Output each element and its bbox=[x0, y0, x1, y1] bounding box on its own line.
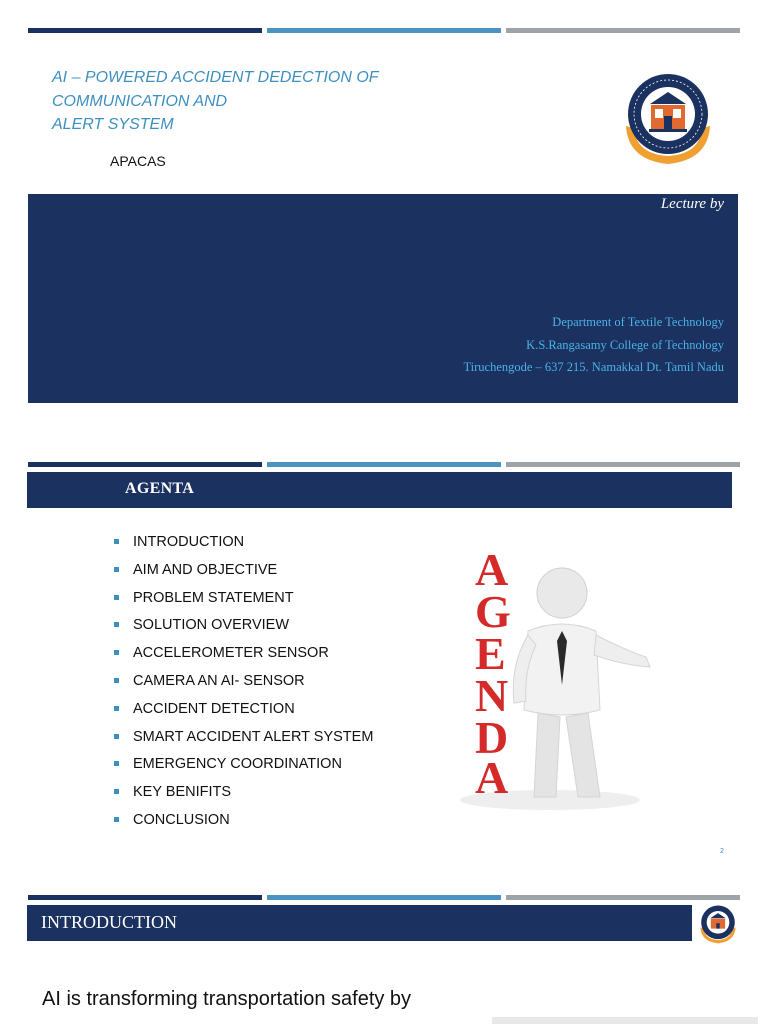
bullet-icon bbox=[114, 539, 119, 544]
accent-bar-gray bbox=[506, 895, 740, 900]
slide-agenda bbox=[0, 440, 768, 870]
agenda-3d-man-icon bbox=[410, 535, 670, 815]
slide-title bbox=[0, 0, 768, 440]
agenda-item-label: SOLUTION OVERVIEW bbox=[133, 617, 290, 634]
agenda-header-bar bbox=[27, 472, 732, 508]
accent-bar-blue bbox=[267, 895, 501, 900]
agenda-item bbox=[113, 752, 373, 780]
bullet-icon bbox=[114, 622, 119, 627]
agenda-item bbox=[113, 641, 373, 669]
bullet-icon bbox=[114, 567, 119, 572]
agenda-item-label: SMART ACCIDENT ALERT SYSTEM bbox=[133, 728, 374, 745]
agenda-item bbox=[113, 586, 373, 614]
agenda-item bbox=[113, 613, 373, 641]
agenda-item-label: CAMERA AN AI- SENSOR bbox=[133, 672, 305, 689]
college-emblem-icon bbox=[618, 68, 718, 168]
top-accent-bars bbox=[28, 462, 740, 468]
svg-text:G: G bbox=[475, 586, 511, 637]
agenda-item bbox=[113, 725, 373, 753]
agenda-item-label: ACCIDENT DETECTION bbox=[133, 700, 295, 717]
svg-text:E: E bbox=[475, 628, 506, 679]
department-line-3: Tiruchengode – 637 215. Namakkal Dt. Tamil Nadu bbox=[463, 360, 724, 374]
svg-text:N: N bbox=[475, 670, 509, 721]
accent-bar-navy bbox=[28, 462, 262, 467]
accent-bar-gray bbox=[506, 462, 740, 467]
agenda-item-label: ACCELEROMETER SENSOR bbox=[133, 645, 329, 662]
agenda-item bbox=[113, 530, 373, 558]
agenda-item-label: INTRODUCTION bbox=[133, 534, 245, 550]
accent-bar-blue bbox=[267, 28, 501, 33]
department-line-2: K.S.Rangasamy College of Technology bbox=[526, 337, 724, 352]
bullet-icon bbox=[114, 734, 119, 739]
bullet-icon bbox=[114, 789, 119, 794]
agenda-item-label: EMERGENCY COORDINATION bbox=[133, 756, 342, 773]
bullet-icon bbox=[114, 678, 119, 683]
introduction-header: INTRODUCTION bbox=[41, 912, 177, 932]
agenda-item-label: PROBLEM STATEMENT bbox=[133, 589, 294, 606]
bullet-icon bbox=[114, 706, 119, 711]
agenda-item-label: CONCLUSION bbox=[133, 811, 230, 828]
top-accent-bars bbox=[28, 28, 740, 34]
introduction-body-text: AI is transforming transportation safety by bbox=[42, 988, 412, 1010]
agenda-item bbox=[113, 808, 373, 836]
svg-text:A: A bbox=[475, 544, 509, 595]
accent-bar-blue bbox=[267, 462, 501, 467]
introduction-header-bar bbox=[27, 905, 692, 941]
slide-title-text bbox=[52, 66, 472, 137]
bullet-icon bbox=[114, 595, 119, 600]
title-line-3: ALERT SYSTEM bbox=[52, 116, 174, 133]
agenda-item bbox=[113, 697, 373, 725]
lecture-info-panel bbox=[28, 194, 738, 403]
accent-bar-gray bbox=[506, 28, 740, 33]
title-line-1: AI – POWERED ACCIDENT DEDECTION OF bbox=[52, 69, 379, 86]
bullet-icon bbox=[114, 650, 119, 655]
subtitle: APACAS bbox=[110, 153, 166, 169]
accent-bar-navy bbox=[28, 895, 262, 900]
college-emblem-icon bbox=[697, 903, 739, 945]
svg-text:A: A bbox=[475, 752, 509, 803]
bullet-icon bbox=[114, 817, 119, 822]
top-accent-bars bbox=[28, 895, 740, 901]
department-line-1: Department of Textile Technology bbox=[552, 315, 724, 329]
lecture-by-label: Lecture by bbox=[660, 196, 724, 212]
svg-text:D: D bbox=[475, 712, 509, 763]
agenda-item-label: KEY BENIFITS bbox=[133, 784, 232, 801]
page-number: 2 bbox=[720, 848, 724, 855]
agenda-list bbox=[113, 530, 373, 836]
image-placeholder bbox=[492, 1017, 758, 1024]
title-line-2: COMMUNICATION AND bbox=[52, 92, 228, 110]
bullet-icon bbox=[114, 761, 119, 766]
agenda-item-label: AIM AND OBJECTIVE bbox=[133, 561, 278, 578]
agenda-header: AGENTA bbox=[125, 480, 195, 497]
slide-introduction bbox=[0, 870, 768, 1024]
agenda-item bbox=[113, 780, 373, 808]
agenda-item bbox=[113, 669, 373, 697]
department-info bbox=[463, 311, 724, 379]
accent-bar-navy bbox=[28, 28, 262, 33]
agenda-item bbox=[113, 558, 373, 586]
